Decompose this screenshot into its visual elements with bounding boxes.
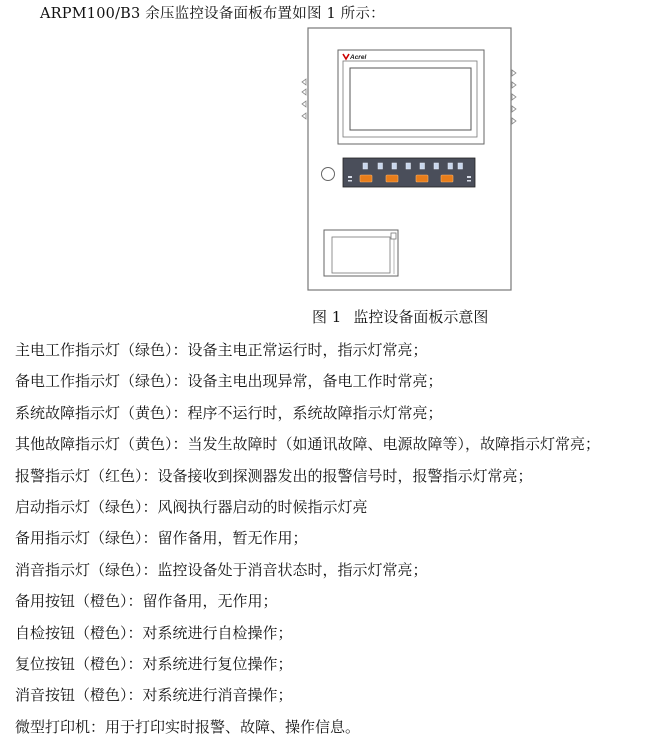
- spare-button[interactable]: [360, 175, 372, 182]
- indicator-spare: [448, 163, 453, 169]
- logo-text: Acrel: [350, 54, 367, 61]
- indicator-main-power: [363, 163, 368, 169]
- caption-title: 监控设备面板示意图: [353, 308, 489, 326]
- key-lock-icon: [322, 168, 335, 181]
- panel-illustration: [300, 24, 520, 304]
- left-hinges-icon: [302, 79, 306, 119]
- item-silence-indicator: 消音指示灯（绿色）：监控设备处于消音状态时，指示灯常亮；: [15, 560, 428, 579]
- self-test-button[interactable]: [386, 175, 398, 182]
- item-start-indicator: 启动指示灯（绿色）：风阀执行器启动的时候指示灯亮: [15, 497, 368, 516]
- item-main-power-indicator: 主电工作指示灯（绿色）：设备主电正常运行时，指示灯常亮；: [15, 341, 428, 359]
- intro-text: ARPM100/B3 余压监控设备面板布置如图 1 所示：: [40, 6, 385, 22]
- indicator-other-fault: [406, 163, 411, 169]
- indicator-alarm: [420, 163, 425, 169]
- panel-diagram: [300, 24, 520, 304]
- figure-caption: [312, 306, 488, 327]
- item-system-fault-indicator: 系统故障指示灯（黄色）：程序不运行时，系统故障指示灯常亮；: [15, 403, 443, 422]
- item-spare-button: 备用按钮（橙色）：留作备用，无作用；: [15, 592, 278, 611]
- reset-button[interactable]: [416, 175, 428, 182]
- item-micro-printer: 微型打印机：用于打印实时报警、故障、操作信息。: [15, 717, 361, 736]
- item-backup-power-indicator: 备电工作指示灯（绿色）：设备主电出现异常，备电工作时常亮；: [15, 372, 443, 391]
- silence-button[interactable]: [441, 175, 453, 182]
- description-list: [15, 335, 669, 743]
- item-reset-button: 复位按钮（橙色）：对系统进行复位操作；: [15, 654, 293, 673]
- item-self-test-button: 自检按钮（橙色）：对系统进行自检操作；: [15, 623, 293, 642]
- caption-number: 图 1: [312, 308, 342, 326]
- indicator-backup-power: [378, 163, 383, 169]
- right-hinges-icon: [512, 70, 516, 124]
- indicator-system-fault: [392, 163, 397, 169]
- micro-printer-icon: [324, 230, 398, 276]
- item-other-fault-indicator: 其他故障指示灯（黄色）：当发生故障时（如通讯故障、电源故障等），故障指示灯常亮；: [15, 435, 601, 454]
- item-spare-indicator: 备用指示灯（绿色）：留作备用，暂无作用；: [15, 529, 308, 548]
- display-screen: [350, 68, 471, 130]
- indicator-silence: [458, 163, 463, 169]
- item-alarm-indicator: 报警指示灯（红色）：设备接收到探测器发出的报警信号时，报警指示灯常亮；: [15, 466, 533, 485]
- indicator-start: [434, 163, 439, 169]
- item-silence-button: 消音按钮（橙色）：对系统进行消音操作；: [15, 686, 293, 705]
- control-strip: [343, 158, 475, 187]
